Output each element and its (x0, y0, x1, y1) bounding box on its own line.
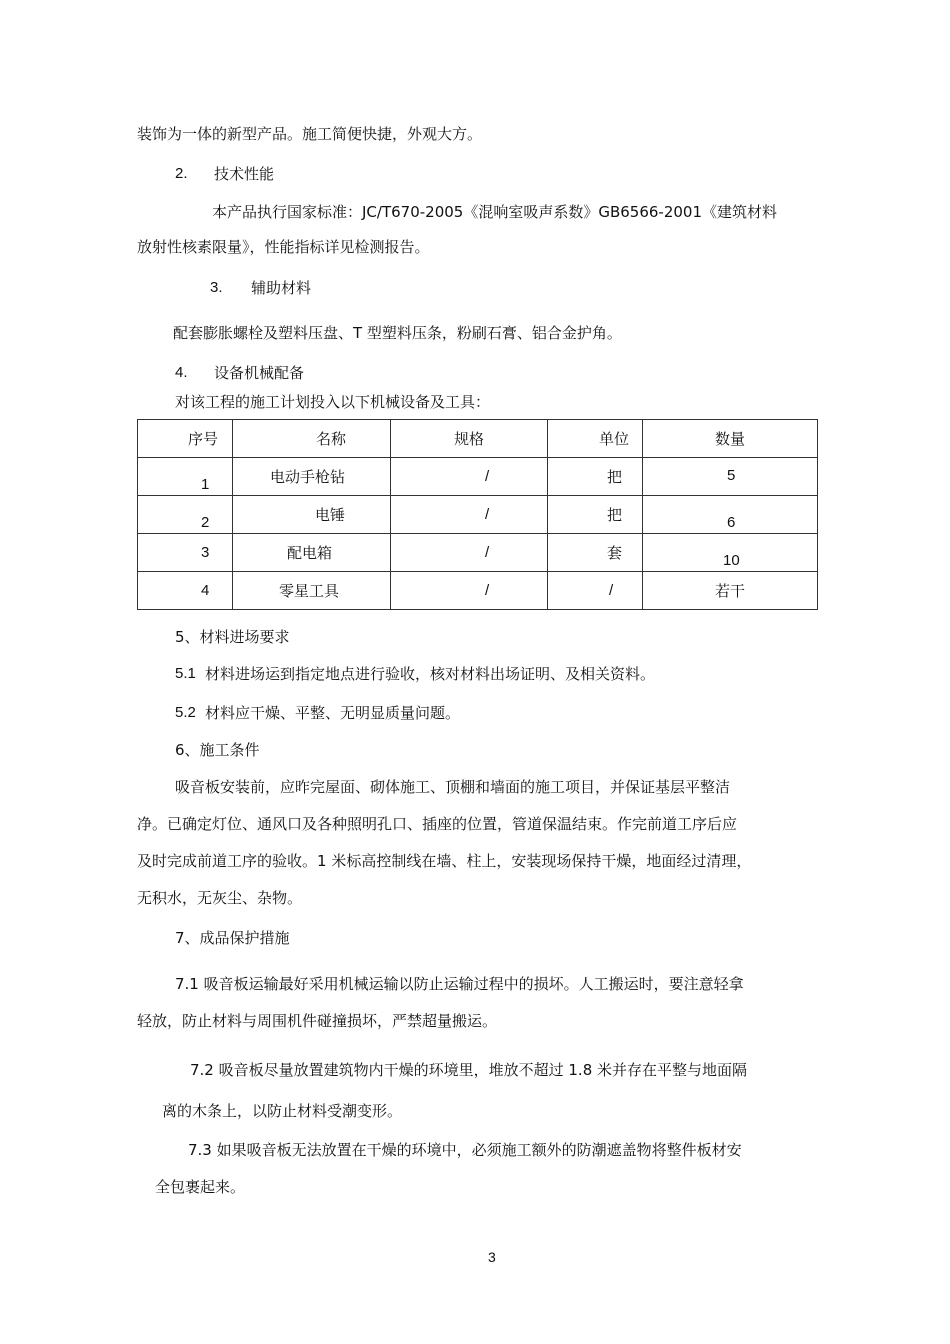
section-2-title: 技术性能 (214, 165, 275, 183)
cell-name: 零星工具 (279, 582, 340, 600)
cell-qty: 10 (723, 552, 740, 569)
cell-unit: 把 (607, 506, 623, 524)
cell-seq: 3 (201, 544, 210, 561)
header-spec: 规格 (454, 430, 485, 448)
header-unit: 单位 (599, 430, 630, 448)
section-6-line: 吸音板安装前，应昨完屋面、砌体施工、顶棚和墙面的施工项目，并保证基层平整洁 (175, 778, 731, 796)
cell-qty: 若干 (715, 582, 746, 600)
cell-spec: / (485, 544, 490, 561)
section-2-line-1: 本产品执行国家标准：JC/T670-2005《混响室吸声系数》GB6566-2001《建筑材料 (212, 203, 778, 221)
equipment-table (137, 419, 818, 610)
cell-qty: 5 (727, 467, 736, 484)
cell-spec: / (485, 582, 490, 599)
section-7-1-line: 7.1 吸音板运输最好采用机械运输以防止运输过程中的损坏。人工搬运时，要注意轻拿 (175, 975, 744, 993)
table-row (138, 496, 818, 534)
table-header-row (138, 420, 818, 458)
section-4-intro: 对该工程的施工计划投入以下机械设备及工具： (175, 393, 491, 411)
section-2-line-2: 放射性核素限量》，性能指标详见检测报告。 (137, 238, 430, 256)
section-4-number: 4. (175, 364, 188, 381)
cell-name: 电动手枪钻 (270, 468, 346, 486)
section-7-2-line: 7.2 吸音板尽量放置建筑物内干燥的环境里，堆放不超过 1.8 米并存在平整与地面隔 (190, 1061, 748, 1079)
table-row (138, 458, 818, 496)
section-5-title: 5、材料进场要求 (175, 628, 290, 646)
cell-seq: 4 (201, 582, 210, 599)
section-7-title: 7、成品保护措施 (175, 929, 290, 947)
table-row (138, 572, 818, 610)
section-7-1-line: 轻放，防止材料与周围机件碰撞损坏，严禁超量搬运。 (137, 1012, 498, 1030)
table-row (138, 534, 818, 572)
section-6-line: 及时完成前道工序的验收。1 米标高控制线在墙、柱上，安装现场保持干燥，地面经过清理， (137, 852, 752, 870)
cell-name: 电锤 (315, 506, 346, 524)
section-5-1-text: 材料进场运到指定地点进行验收，核对材料出场证明、及相关资料。 (205, 665, 656, 683)
cell-spec: / (485, 506, 490, 523)
section-6-line: 无积水，无灰尘、杂物。 (137, 889, 303, 907)
cell-unit: 把 (607, 468, 623, 486)
section-2-number: 2. (175, 165, 188, 182)
intro-line: 装饰为一体的新型产品。施工简便快捷，外观大方。 (137, 125, 483, 143)
section-3-number: 3. (210, 279, 223, 296)
section-3-title: 辅助材料 (251, 279, 312, 297)
section-6-line: 净。已确定灯位、通风口及各种照明孔口、插座的位置，管道保温结束。作完前道工序后应 (137, 815, 738, 833)
cell-name: 配电箱 (287, 544, 333, 562)
page-number: 3 (488, 1249, 496, 1265)
section-5-1-number: 5.1 (175, 665, 196, 682)
section-5-2-text: 材料应干燥、平整、无明显质量问题。 (205, 704, 461, 722)
section-6-title: 6、施工条件 (175, 741, 260, 759)
section-7-3-line: 全包裹起来。 (155, 1178, 246, 1196)
cell-unit: 套 (607, 544, 623, 562)
cell-qty: 6 (727, 514, 736, 531)
cell-unit: / (609, 582, 614, 599)
section-5-2-number: 5.2 (175, 704, 196, 721)
cell-seq: 2 (201, 514, 210, 531)
section-7-2-line: 离的木条上，以防止材料受潮变形。 (162, 1102, 403, 1120)
cell-seq: 1 (201, 476, 210, 493)
cell-spec: / (485, 468, 490, 485)
header-seq: 序号 (188, 430, 219, 448)
header-qty: 数量 (715, 430, 746, 448)
section-4-title: 设备机械配备 (214, 364, 305, 382)
section-3-body: 配套膨胀螺栓及塑料压盘、T 型塑料压条，粉刷石膏、铝合金护角。 (173, 324, 622, 342)
header-name: 名称 (316, 430, 347, 448)
section-7-3-line: 7.3 如果吸音板无法放置在干燥的环境中，必须施工额外的防潮遮盖物将整件板材安 (188, 1141, 742, 1159)
